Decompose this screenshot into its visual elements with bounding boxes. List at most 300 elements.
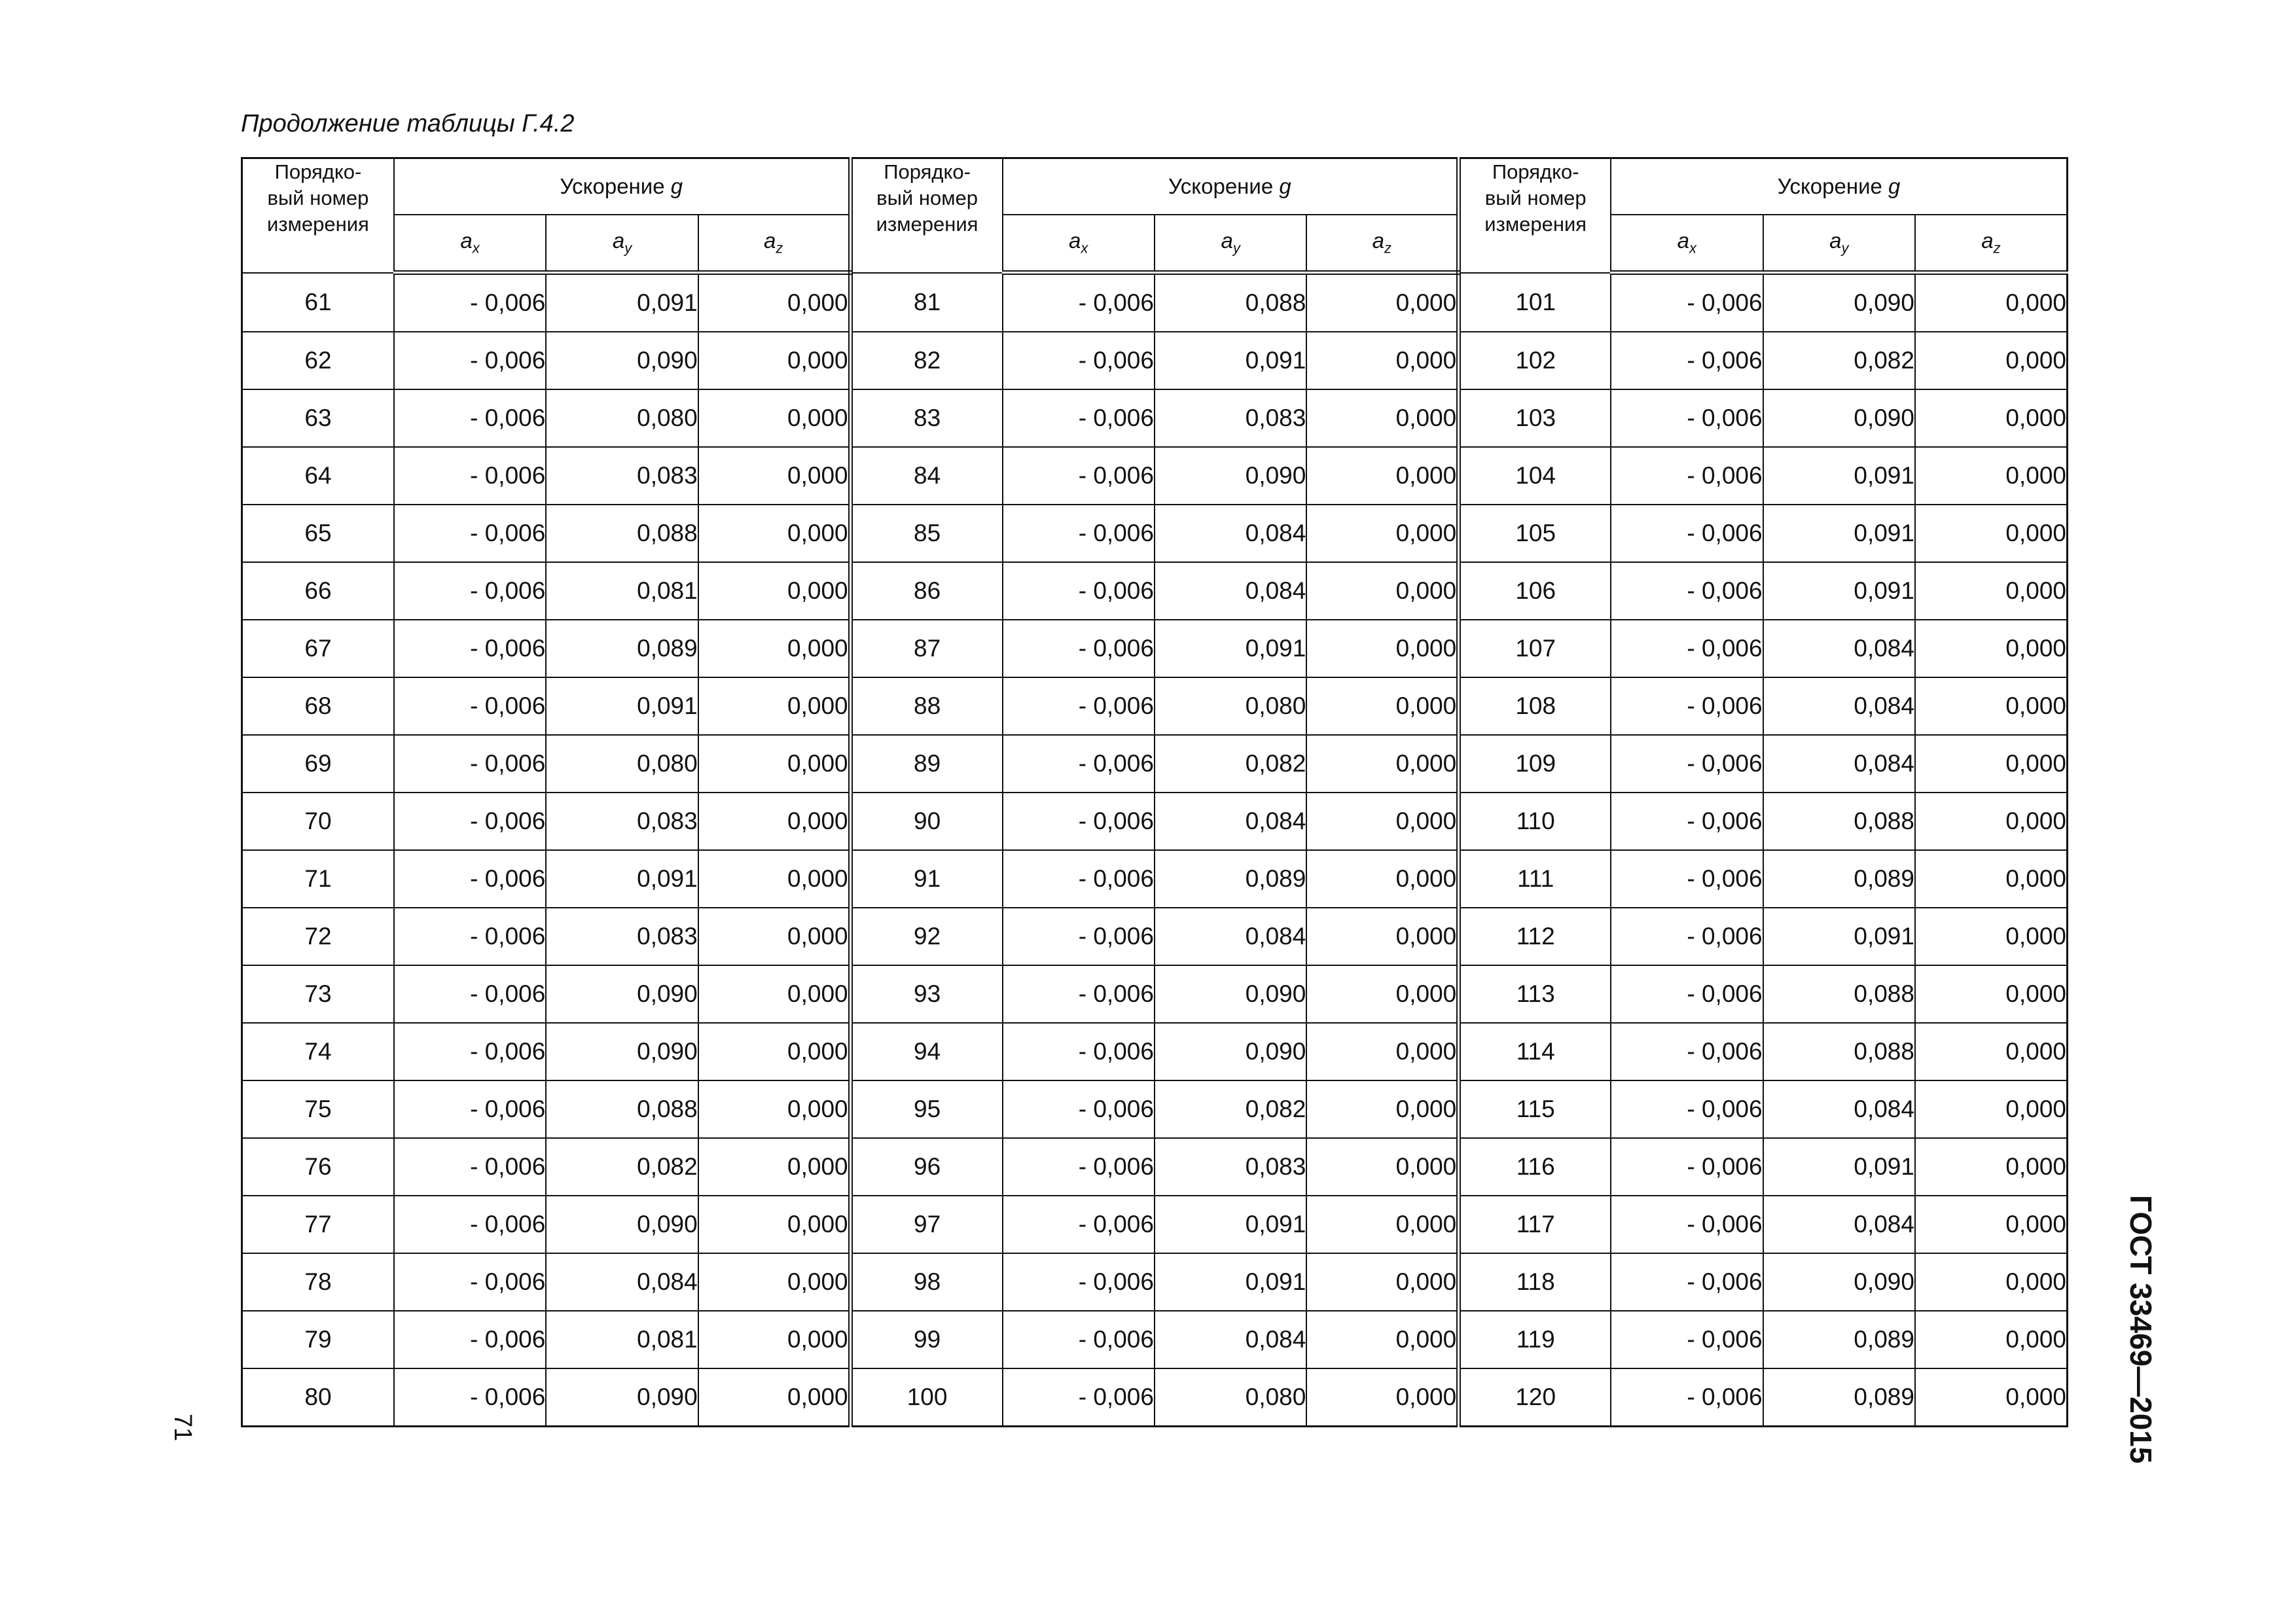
measurement-number-cell: 72 [242,908,394,965]
ax-value-cell: - 0,006 [1611,389,1763,447]
ay-value-cell: 0,084 [1763,620,1915,677]
az-value-cell: 0,000 [1306,1023,1458,1080]
ax-value-cell: - 0,006 [1003,908,1155,965]
measurement-number-cell: 79 [242,1311,394,1368]
ay-value-cell: 0,089 [546,620,698,677]
az-value-cell: 0,000 [698,1196,850,1253]
measurement-number-cell: 80 [242,1368,394,1427]
axis-base: a [1981,228,1994,253]
ay-value-cell: 0,083 [1155,389,1306,447]
az-value-cell: 0,000 [1306,447,1458,505]
ax-value-cell: - 0,006 [1003,562,1155,620]
az-value-cell: 0,000 [1306,389,1458,447]
az-value-cell: 0,000 [1306,620,1458,677]
ax-value-cell: - 0,006 [394,505,546,562]
measurement-number-cell: 118 [1459,1253,1611,1311]
ay-value-cell: 0,091 [546,677,698,735]
ay-value-cell: 0,090 [546,1196,698,1253]
az-value-cell: 0,000 [1306,1253,1458,1311]
table-row [242,505,2068,562]
header-line: вый номер [1484,187,1587,209]
ay-value-cell: 0,080 [1155,1368,1306,1427]
measurement-number-cell: 96 [850,1138,1002,1196]
ay-value-cell: 0,090 [1763,389,1915,447]
axis-header-ay [1763,215,1915,273]
ay-value-cell: 0,088 [546,505,698,562]
ay-value-cell: 0,091 [1763,505,1915,562]
az-value-cell: 0,000 [1306,562,1458,620]
measurement-number-cell: 104 [1459,447,1611,505]
table-row [242,850,2068,908]
ax-value-cell: - 0,006 [1611,1138,1763,1196]
az-value-cell: 0,000 [1306,1368,1458,1427]
ax-value-cell: - 0,006 [394,1196,546,1253]
ay-value-cell: 0,083 [546,793,698,850]
ay-value-cell: 0,091 [546,273,698,332]
table-row [242,332,2068,389]
az-value-cell: 0,000 [1915,965,2068,1023]
az-value-cell: 0,000 [1915,562,2068,620]
az-value-cell: 0,000 [1915,1023,2068,1080]
ay-value-cell: 0,088 [1763,1023,1915,1080]
ax-value-cell: - 0,006 [394,389,546,447]
measurement-number-cell: 112 [1459,908,1611,965]
table-row [242,1080,2068,1138]
ay-value-cell: 0,089 [1155,850,1306,908]
axis-header-az [698,215,850,273]
az-value-cell: 0,000 [698,447,850,505]
az-value-cell: 0,000 [1915,1253,2068,1311]
group-label: Ускорение [560,174,665,198]
ay-value-cell: 0,084 [1155,793,1306,850]
measurement-number-cell: 117 [1459,1196,1611,1253]
group-symbol: g [670,174,683,198]
az-value-cell: 0,000 [1306,273,1458,332]
page-number: 71 [169,1414,196,1442]
az-value-cell: 0,000 [698,1311,850,1368]
header-row-axes [242,215,2068,273]
axis-subscript: y [1232,240,1240,257]
ay-value-cell: 0,084 [1155,562,1306,620]
measurement-number-cell: 66 [242,562,394,620]
measurement-number-cell: 76 [242,1138,394,1196]
az-value-cell: 0,000 [1306,1080,1458,1138]
measurement-number-cell: 68 [242,677,394,735]
ay-value-cell: 0,091 [1763,447,1915,505]
axis-subscript: x [1081,240,1088,257]
ax-value-cell: - 0,006 [394,1080,546,1138]
measurement-number-cell: 89 [850,735,1002,793]
ay-value-cell: 0,089 [1763,850,1915,908]
ax-value-cell: - 0,006 [394,620,546,677]
axis-subscript: y [1841,240,1849,257]
table-row [242,908,2068,965]
az-value-cell: 0,000 [1915,273,2068,332]
ay-value-cell: 0,088 [1763,793,1915,850]
ax-value-cell: - 0,006 [1003,793,1155,850]
az-value-cell: 0,000 [698,1368,850,1427]
az-value-cell: 0,000 [1306,1138,1458,1196]
table-row [242,793,2068,850]
measurement-number-cell: 92 [850,908,1002,965]
measurement-number-cell: 91 [850,850,1002,908]
az-value-cell: 0,000 [1306,793,1458,850]
ax-value-cell: - 0,006 [394,850,546,908]
az-value-cell: 0,000 [698,908,850,965]
acceleration-table [241,157,2068,1427]
acceleration-group-header [1611,158,2067,215]
measurement-number-cell: 113 [1459,965,1611,1023]
header-row-top [242,158,2068,215]
table-row [242,965,2068,1023]
ax-value-cell: - 0,006 [394,562,546,620]
measurement-number-cell: 109 [1459,735,1611,793]
axis-subscript: y [624,240,632,257]
measurement-number-cell: 106 [1459,562,1611,620]
header-line: Порядко- [274,160,362,183]
ay-value-cell: 0,091 [1155,332,1306,389]
axis-header-az [1915,215,2068,273]
standard-designation: ГОСТ 33469—2015 [2124,1195,2158,1464]
ax-value-cell: - 0,006 [394,908,546,965]
az-value-cell: 0,000 [698,332,850,389]
measurement-number-cell: 73 [242,965,394,1023]
axis-header-ay [546,215,698,273]
ay-value-cell: 0,091 [546,850,698,908]
ay-value-cell: 0,083 [1155,1138,1306,1196]
table-row [242,562,2068,620]
az-value-cell: 0,000 [698,793,850,850]
measurement-number-header [850,158,1002,273]
ay-value-cell: 0,089 [1763,1368,1915,1427]
ax-value-cell: - 0,006 [1611,1023,1763,1080]
ax-value-cell: - 0,006 [394,332,546,389]
measurement-number-header [1459,158,1611,273]
ay-value-cell: 0,090 [1763,273,1915,332]
ax-value-cell: - 0,006 [1611,735,1763,793]
measurement-number-cell: 64 [242,447,394,505]
az-value-cell: 0,000 [1306,908,1458,965]
ax-value-cell: - 0,006 [394,965,546,1023]
ay-value-cell: 0,084 [1763,735,1915,793]
ay-value-cell: 0,090 [1155,965,1306,1023]
ay-value-cell: 0,089 [1763,1311,1915,1368]
ay-value-cell: 0,084 [1763,1080,1915,1138]
ax-value-cell: - 0,006 [394,677,546,735]
az-value-cell: 0,000 [698,562,850,620]
header-line: измерения [1484,213,1587,236]
measurement-number-cell: 75 [242,1080,394,1138]
acceleration-group-header [1003,158,1459,215]
ax-value-cell: - 0,006 [1003,505,1155,562]
measurement-number-cell: 110 [1459,793,1611,850]
table-row [242,1138,2068,1196]
axis-header-ax [1611,215,1763,273]
ay-value-cell: 0,090 [1763,1253,1915,1311]
ax-value-cell: - 0,006 [1003,620,1155,677]
az-value-cell: 0,000 [698,389,850,447]
ax-value-cell: - 0,006 [1611,273,1763,332]
ax-value-cell: - 0,006 [1611,447,1763,505]
ax-value-cell: - 0,006 [1611,1253,1763,1311]
ax-value-cell: - 0,006 [1003,850,1155,908]
measurement-number-cell: 71 [242,850,394,908]
az-value-cell: 0,000 [698,1023,850,1080]
group-label: Ускорение [1777,174,1882,198]
ay-value-cell: 0,082 [1155,1080,1306,1138]
group-label: Ускорение [1168,174,1274,198]
group-symbol: g [1279,174,1291,198]
table-row [242,1311,2068,1368]
measurement-number-cell: 90 [850,793,1002,850]
az-value-cell: 0,000 [698,965,850,1023]
axis-base: a [1069,228,1081,253]
ax-value-cell: - 0,006 [1611,505,1763,562]
az-value-cell: 0,000 [698,620,850,677]
header-line: вый номер [876,187,978,209]
header-line: Порядко- [884,160,971,183]
ax-value-cell: - 0,006 [394,1368,546,1427]
ax-value-cell: - 0,006 [1611,677,1763,735]
ax-value-cell: - 0,006 [1003,1253,1155,1311]
az-value-cell: 0,000 [1915,1311,2068,1368]
az-value-cell: 0,000 [1306,1311,1458,1368]
ax-value-cell: - 0,006 [1611,1196,1763,1253]
ax-value-cell: - 0,006 [1003,447,1155,505]
ay-value-cell: 0,084 [1763,677,1915,735]
az-value-cell: 0,000 [1306,965,1458,1023]
az-value-cell: 0,000 [698,1138,850,1196]
az-value-cell: 0,000 [1306,735,1458,793]
measurement-number-cell: 119 [1459,1311,1611,1368]
ax-value-cell: - 0,006 [1611,562,1763,620]
axis-subscript: z [1384,240,1391,257]
ax-value-cell: - 0,006 [1611,908,1763,965]
measurement-number-cell: 78 [242,1253,394,1311]
ax-value-cell: - 0,006 [1003,1080,1155,1138]
measurement-number-cell: 63 [242,389,394,447]
measurement-number-cell: 83 [850,389,1002,447]
acceleration-group-header [394,158,850,215]
az-value-cell: 0,000 [698,850,850,908]
header-line: Порядко- [1492,160,1579,183]
table-row [242,389,2068,447]
measurement-number-cell: 62 [242,332,394,389]
measurement-number-cell: 67 [242,620,394,677]
az-value-cell: 0,000 [1915,1138,2068,1196]
ax-value-cell: - 0,006 [1611,850,1763,908]
ay-value-cell: 0,090 [1155,1023,1306,1080]
measurement-number-cell: 77 [242,1196,394,1253]
az-value-cell: 0,000 [698,505,850,562]
ax-value-cell: - 0,006 [1611,1311,1763,1368]
group-symbol: g [1888,174,1901,198]
ay-value-cell: 0,080 [546,735,698,793]
ax-value-cell: - 0,006 [1611,620,1763,677]
header-line: измерения [267,213,369,236]
az-value-cell: 0,000 [1306,850,1458,908]
az-value-cell: 0,000 [1915,793,2068,850]
ay-value-cell: 0,084 [546,1253,698,1311]
az-value-cell: 0,000 [1915,620,2068,677]
header-line: вый номер [267,187,369,209]
measurement-number-cell: 100 [850,1368,1002,1427]
measurement-number-cell: 114 [1459,1023,1611,1080]
az-value-cell: 0,000 [1915,389,2068,447]
az-value-cell: 0,000 [1915,850,2068,908]
measurement-number-cell: 97 [850,1196,1002,1253]
ay-value-cell: 0,091 [1155,1253,1306,1311]
ax-value-cell: - 0,006 [394,1253,546,1311]
ax-value-cell: - 0,006 [1611,1368,1763,1427]
table-row [242,1023,2068,1080]
axis-subscript: z [776,240,783,257]
ax-value-cell: - 0,006 [1003,1311,1155,1368]
ay-value-cell: 0,084 [1155,505,1306,562]
ay-value-cell: 0,091 [1155,1196,1306,1253]
ax-value-cell: - 0,006 [1611,1080,1763,1138]
measurement-number-cell: 103 [1459,389,1611,447]
table-row [242,1253,2068,1311]
ax-value-cell: - 0,006 [1003,1138,1155,1196]
az-value-cell: 0,000 [1915,908,2068,965]
ay-value-cell: 0,091 [1763,1138,1915,1196]
axis-header-ax [1003,215,1155,273]
ay-value-cell: 0,090 [1155,447,1306,505]
az-value-cell: 0,000 [1306,1196,1458,1253]
ay-value-cell: 0,084 [1763,1196,1915,1253]
ax-value-cell: - 0,006 [1611,793,1763,850]
measurement-number-header [242,158,394,273]
az-value-cell: 0,000 [1915,332,2068,389]
axis-header-az [1306,215,1458,273]
ax-value-cell: - 0,006 [1003,735,1155,793]
az-value-cell: 0,000 [1915,735,2068,793]
axis-base: a [1372,228,1384,253]
measurement-number-cell: 70 [242,793,394,850]
measurement-number-cell: 120 [1459,1368,1611,1427]
axis-base: a [1221,228,1233,253]
measurement-number-cell: 102 [1459,332,1611,389]
ax-value-cell: - 0,006 [1003,273,1155,332]
measurement-number-cell: 115 [1459,1080,1611,1138]
ay-value-cell: 0,083 [546,908,698,965]
measurement-number-cell: 111 [1459,850,1611,908]
ay-value-cell: 0,088 [1763,965,1915,1023]
az-value-cell: 0,000 [1915,677,2068,735]
measurement-number-cell: 74 [242,1023,394,1080]
measurement-number-cell: 84 [850,447,1002,505]
ay-value-cell: 0,090 [546,332,698,389]
ay-value-cell: 0,090 [546,1368,698,1427]
axis-header-ax [394,215,546,273]
az-value-cell: 0,000 [1915,447,2068,505]
ay-value-cell: 0,091 [1155,620,1306,677]
measurement-number-cell: 101 [1459,273,1611,332]
ax-value-cell: - 0,006 [1003,965,1155,1023]
header-line: измерения [876,213,978,236]
az-value-cell: 0,000 [698,1080,850,1138]
table-caption: Продолжение таблицы Г.4.2 [241,110,575,137]
axis-subscript: x [472,240,480,257]
ay-value-cell: 0,082 [1763,332,1915,389]
ax-value-cell: - 0,006 [1003,677,1155,735]
axis-base: a [612,228,625,253]
ax-value-cell: - 0,006 [1003,1023,1155,1080]
ay-value-cell: 0,090 [546,965,698,1023]
az-value-cell: 0,000 [1306,677,1458,735]
table-row [242,735,2068,793]
ay-value-cell: 0,081 [546,562,698,620]
measurement-number-cell: 94 [850,1023,1002,1080]
measurement-number-cell: 108 [1459,677,1611,735]
ay-value-cell: 0,084 [1155,908,1306,965]
ay-value-cell: 0,083 [546,447,698,505]
ax-value-cell: - 0,006 [1003,1368,1155,1427]
az-value-cell: 0,000 [698,273,850,332]
measurement-number-cell: 87 [850,620,1002,677]
measurement-number-cell: 93 [850,965,1002,1023]
ay-value-cell: 0,082 [1155,735,1306,793]
ay-value-cell: 0,080 [1155,677,1306,735]
ax-value-cell: - 0,006 [394,273,546,332]
axis-base: a [1829,228,1842,253]
table-body [242,273,2068,1427]
ax-value-cell: - 0,006 [394,1023,546,1080]
ay-value-cell: 0,090 [546,1023,698,1080]
az-value-cell: 0,000 [1915,1368,2068,1427]
ax-value-cell: - 0,006 [1611,332,1763,389]
az-value-cell: 0,000 [1915,1196,2068,1253]
measurement-number-cell: 65 [242,505,394,562]
axis-subscript: z [1993,240,2001,257]
axis-subscript: x [1689,240,1697,257]
table-row [242,1368,2068,1427]
table-row [242,447,2068,505]
axis-base: a [460,228,473,253]
ay-value-cell: 0,088 [546,1080,698,1138]
measurement-number-cell: 85 [850,505,1002,562]
ax-value-cell: - 0,006 [394,1138,546,1196]
measurement-number-cell: 88 [850,677,1002,735]
measurement-number-cell: 105 [1459,505,1611,562]
ax-value-cell: - 0,006 [1003,389,1155,447]
table-header [242,158,2068,273]
ax-value-cell: - 0,006 [394,1311,546,1368]
ax-value-cell: - 0,006 [394,793,546,850]
ay-value-cell: 0,080 [546,389,698,447]
az-value-cell: 0,000 [1915,1080,2068,1138]
axis-base: a [763,228,776,253]
measurement-number-cell: 82 [850,332,1002,389]
ax-value-cell: - 0,006 [1611,965,1763,1023]
ax-value-cell: - 0,006 [394,447,546,505]
table-row [242,677,2068,735]
az-value-cell: 0,000 [1915,505,2068,562]
ay-value-cell: 0,081 [546,1311,698,1368]
table-row [242,620,2068,677]
az-value-cell: 0,000 [698,735,850,793]
ay-value-cell: 0,082 [546,1138,698,1196]
measurement-number-cell: 99 [850,1311,1002,1368]
ay-value-cell: 0,084 [1155,1311,1306,1368]
measurement-number-cell: 98 [850,1253,1002,1311]
ax-value-cell: - 0,006 [394,735,546,793]
measurement-number-cell: 81 [850,273,1002,332]
axis-base: a [1677,228,1690,253]
ay-value-cell: 0,088 [1155,273,1306,332]
ax-value-cell: - 0,006 [1003,1196,1155,1253]
